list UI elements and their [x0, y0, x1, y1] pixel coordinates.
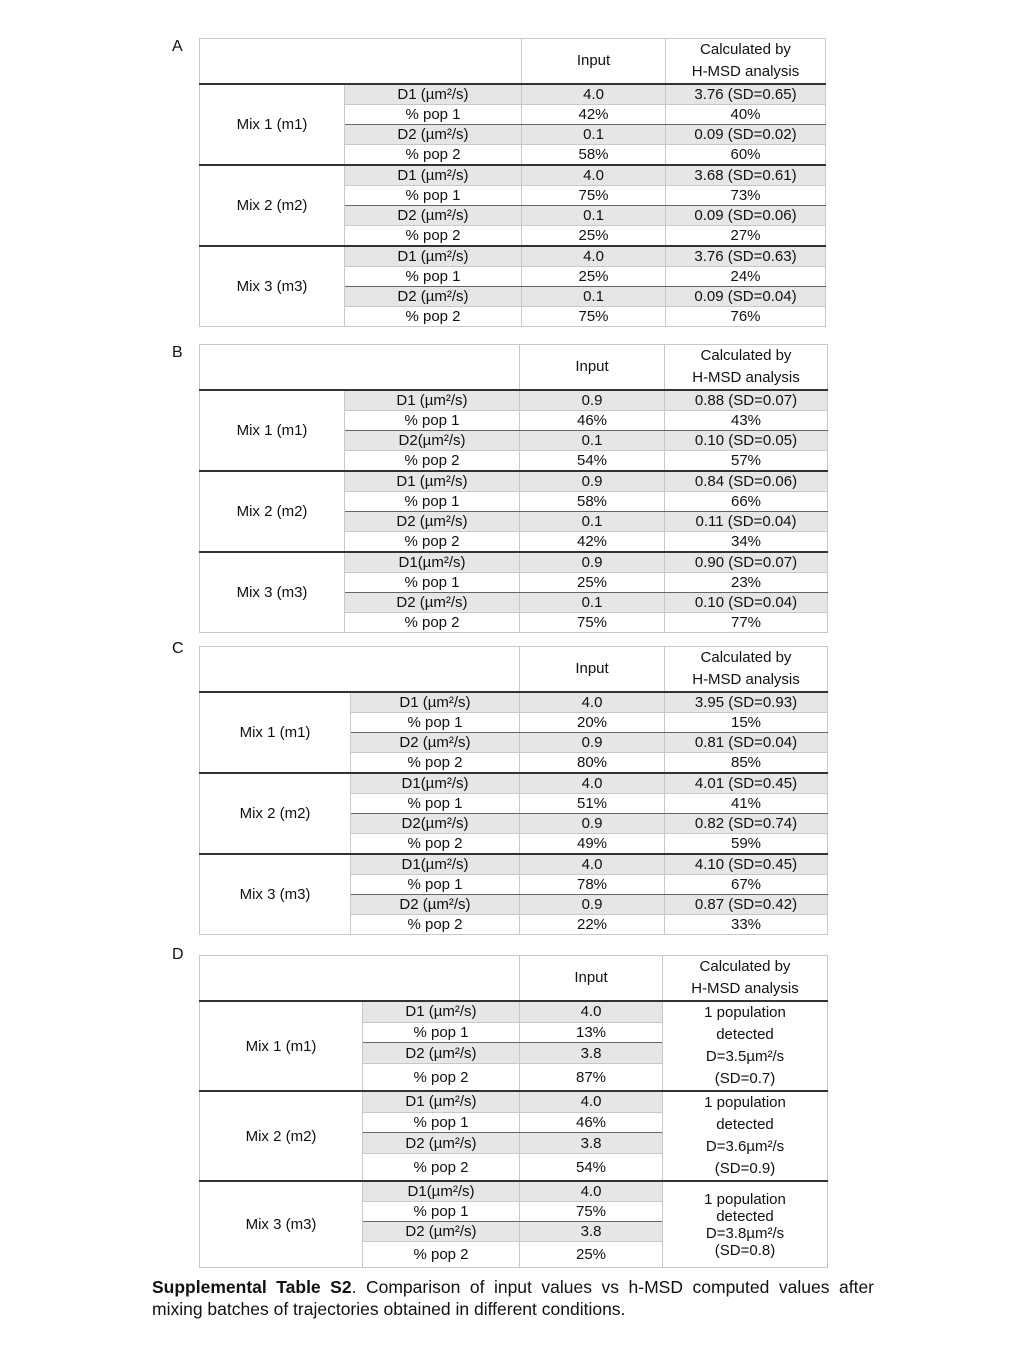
header-blank — [200, 956, 520, 1002]
calculated-value: 3.95 (SD=0.93) — [665, 692, 828, 713]
input-value: 75% — [520, 1202, 663, 1222]
input-value: 3.8 — [520, 1222, 663, 1242]
header-input: Input — [522, 39, 666, 85]
table-row — [200, 246, 826, 267]
header-calculated — [663, 956, 828, 1002]
table-row — [200, 854, 828, 875]
param-cell: D1 (µm²/s) — [345, 165, 522, 186]
param-cell: D2(µm²/s) — [351, 814, 520, 834]
input-value: 0.1 — [520, 593, 665, 613]
calculated-value: 3.68 (SD=0.61) — [666, 165, 826, 186]
input-value: 0.9 — [520, 390, 665, 411]
input-value: 22% — [520, 915, 665, 935]
results-table — [199, 955, 828, 1268]
calculated-value: 3.76 (SD=0.65) — [666, 84, 826, 105]
header-input: Input — [520, 956, 663, 1002]
param-cell: D2 (µm²/s) — [345, 206, 522, 226]
caption-text: . Comparison of input values vs h-MSD computed values after mixing batches of trajectories obtained in different conditions. — [152, 1277, 874, 1319]
param-cell: D1(µm²/s) — [345, 552, 520, 573]
param-cell: D1 (µm²/s) — [345, 246, 522, 267]
table-row — [200, 552, 828, 573]
input-value: 0.1 — [520, 512, 665, 532]
input-value: 75% — [522, 307, 666, 327]
calculated-value: 34% — [665, 532, 828, 553]
input-value: 0.1 — [522, 206, 666, 226]
table-caption — [152, 1276, 874, 1320]
calculated-value: 66% — [665, 492, 828, 512]
param-cell: % pop 1 — [351, 713, 520, 733]
calculated-value: 57% — [665, 451, 828, 472]
input-value: 25% — [522, 267, 666, 287]
param-cell: % pop 2 — [345, 532, 520, 553]
param-cell: D2 (µm²/s) — [345, 287, 522, 307]
param-cell: % pop 1 — [345, 105, 522, 125]
calculated-value: 0.82 (SD=0.74) — [665, 814, 828, 834]
input-value: 4.0 — [520, 854, 665, 875]
param-cell: D1(µm²/s) — [351, 773, 520, 794]
mix-label: Mix 3 (m3) — [200, 246, 345, 327]
input-value: 87% — [520, 1064, 663, 1091]
table-row — [200, 471, 828, 492]
param-cell: % pop 1 — [345, 411, 520, 431]
calculated-value: 0.90 (SD=0.07) — [665, 552, 828, 573]
input-value: 25% — [520, 573, 665, 593]
calculated-value: 41% — [665, 794, 828, 814]
merged-calculated-cell — [663, 1181, 828, 1268]
input-value: 13% — [520, 1022, 663, 1043]
input-value: 0.9 — [520, 895, 665, 915]
param-cell: D1 (µm²/s) — [345, 390, 520, 411]
param-cell: % pop 2 — [345, 613, 520, 633]
input-value: 49% — [520, 834, 665, 855]
param-cell: % pop 2 — [363, 1242, 520, 1268]
param-cell: % pop 2 — [351, 834, 520, 855]
param-cell: D1 (µm²/s) — [363, 1091, 520, 1112]
calculated-line: D=3.6µm²/s — [705, 1138, 785, 1155]
param-cell: D2 (µm²/s) — [351, 733, 520, 753]
mix-label: Mix 2 (m2) — [200, 471, 345, 552]
calculated-value: 77% — [665, 613, 828, 633]
input-value: 4.0 — [522, 165, 666, 186]
calculated-value: 0.09 (SD=0.02) — [666, 125, 826, 145]
input-value: 0.9 — [520, 552, 665, 573]
header-calculated — [665, 345, 828, 391]
input-value: 4.0 — [522, 246, 666, 267]
input-value: 20% — [520, 713, 665, 733]
input-value: 58% — [522, 145, 666, 166]
merged-calculated-cell — [663, 1091, 828, 1181]
param-cell: % pop 2 — [345, 307, 522, 327]
input-value: 42% — [522, 105, 666, 125]
input-value: 4.0 — [520, 1001, 663, 1022]
param-cell: % pop 1 — [351, 794, 520, 814]
calculated-line: 1 population — [704, 1004, 786, 1021]
header-input: Input — [520, 647, 665, 693]
calculated-value: 0.11 (SD=0.04) — [665, 512, 828, 532]
input-value: 0.9 — [520, 471, 665, 492]
calculated-value: 0.84 (SD=0.06) — [665, 471, 828, 492]
header-calculated — [665, 647, 828, 693]
param-cell: % pop 1 — [345, 186, 522, 206]
input-value: 58% — [520, 492, 665, 512]
input-value: 78% — [520, 875, 665, 895]
param-cell: D2(µm²/s) — [345, 431, 520, 451]
mix-label: Mix 2 (m2) — [200, 165, 345, 246]
table-row — [200, 1181, 828, 1202]
calculated-line: detected — [716, 1207, 774, 1225]
header-calculated-line2: H-MSD analysis — [692, 671, 800, 688]
panel-label: C — [172, 640, 184, 657]
param-cell: D1 (µm²/s) — [345, 471, 520, 492]
mix-label: Mix 3 (m3) — [200, 1181, 363, 1268]
param-cell: % pop 1 — [351, 875, 520, 895]
calculated-value: 0.88 (SD=0.07) — [665, 390, 828, 411]
calculated-value: 0.10 (SD=0.04) — [665, 593, 828, 613]
input-value: 42% — [520, 532, 665, 553]
mix-label: Mix 2 (m2) — [200, 1091, 363, 1181]
calculated-value: 0.87 (SD=0.42) — [665, 895, 828, 915]
calculated-line: detected — [716, 1116, 774, 1133]
param-cell: % pop 2 — [345, 451, 520, 472]
input-value: 75% — [522, 186, 666, 206]
header-input: Input — [520, 345, 665, 391]
calculated-value: 76% — [666, 307, 826, 327]
header-blank — [200, 345, 520, 391]
merged-calculated-cell — [663, 1001, 828, 1091]
param-cell: % pop 2 — [363, 1154, 520, 1181]
param-cell: % pop 1 — [363, 1112, 520, 1133]
calculated-line: (SD=0.7) — [714, 1070, 776, 1087]
calculated-value: 4.10 (SD=0.45) — [665, 854, 828, 875]
param-cell: D2 (µm²/s) — [345, 512, 520, 532]
calculated-line: (SD=0.9) — [714, 1160, 776, 1177]
param-cell: D2 (µm²/s) — [363, 1222, 520, 1242]
input-value: 54% — [520, 451, 665, 472]
param-cell: % pop 1 — [345, 573, 520, 593]
calculated-line: detected — [716, 1026, 774, 1043]
mix-label: Mix 2 (m2) — [200, 773, 351, 854]
input-value: 3.8 — [520, 1133, 663, 1154]
table-row — [200, 165, 826, 186]
input-value: 51% — [520, 794, 665, 814]
table-row — [200, 692, 828, 713]
table-row — [200, 1001, 828, 1022]
mix-label: Mix 3 (m3) — [200, 552, 345, 633]
mix-label: Mix 1 (m1) — [200, 692, 351, 773]
input-value: 3.8 — [520, 1043, 663, 1064]
results-table — [199, 344, 828, 633]
param-cell: % pop 2 — [363, 1064, 520, 1091]
param-cell: D2 (µm²/s) — [345, 593, 520, 613]
header-calculated-line2: H-MSD analysis — [692, 369, 800, 386]
panel-label: B — [172, 344, 183, 361]
calculated-value: 85% — [665, 753, 828, 774]
table-row — [200, 773, 828, 794]
caption-title: Supplemental Table S2 — [152, 1277, 352, 1297]
calculated-line: 1 population — [704, 1094, 786, 1111]
param-cell: D1 (µm²/s) — [345, 84, 522, 105]
input-value: 0.9 — [520, 814, 665, 834]
mix-label: Mix 1 (m1) — [200, 390, 345, 471]
header-calculated-line1: Calculated by — [699, 958, 791, 975]
param-cell: D1(µm²/s) — [363, 1181, 520, 1202]
calculated-value: 73% — [666, 186, 826, 206]
param-cell: D1 (µm²/s) — [363, 1001, 520, 1022]
header-calculated-line2: H-MSD analysis — [691, 63, 800, 80]
header-blank — [200, 647, 520, 693]
param-cell: D2 (µm²/s) — [363, 1043, 520, 1064]
results-table — [199, 646, 828, 935]
param-cell: % pop 1 — [345, 492, 520, 512]
param-cell: D2 (µm²/s) — [363, 1133, 520, 1154]
header-calculated — [666, 39, 826, 85]
mix-label: Mix 1 (m1) — [200, 1001, 363, 1091]
param-cell: % pop 1 — [363, 1022, 520, 1043]
calculated-value: 40% — [666, 105, 826, 125]
input-value: 0.1 — [522, 287, 666, 307]
input-value: 4.0 — [520, 773, 665, 794]
input-value: 0.1 — [522, 125, 666, 145]
header-calculated-line1: Calculated by — [700, 649, 792, 666]
calculated-value: 33% — [665, 915, 828, 935]
calculated-line: D=3.5µm²/s — [705, 1048, 785, 1065]
calculated-line: (SD=0.8) — [714, 1241, 776, 1259]
input-value: 4.0 — [522, 84, 666, 105]
calculated-value: 0.09 (SD=0.04) — [666, 287, 826, 307]
calculated-value: 4.01 (SD=0.45) — [665, 773, 828, 794]
input-value: 54% — [520, 1154, 663, 1181]
param-cell: % pop 2 — [345, 226, 522, 247]
input-value: 25% — [522, 226, 666, 247]
input-value: 75% — [520, 613, 665, 633]
param-cell: D1(µm²/s) — [351, 854, 520, 875]
calculated-line: D=3.8µm²/s — [705, 1224, 785, 1242]
header-calculated-line1: Calculated by — [700, 347, 792, 364]
header-calculated-line1: Calculated by — [700, 41, 791, 58]
input-value: 0.9 — [520, 733, 665, 753]
param-cell: % pop 2 — [345, 145, 522, 166]
calculated-value: 0.81 (SD=0.04) — [665, 733, 828, 753]
panel-label: D — [172, 946, 184, 963]
param-cell: D1 (µm²/s) — [351, 692, 520, 713]
input-value: 80% — [520, 753, 665, 774]
param-cell: % pop 2 — [351, 915, 520, 935]
param-cell: % pop 1 — [345, 267, 522, 287]
param-cell: D2 (µm²/s) — [345, 125, 522, 145]
calculated-value: 15% — [665, 713, 828, 733]
input-value: 46% — [520, 411, 665, 431]
input-value: 46% — [520, 1112, 663, 1133]
calculated-value: 59% — [665, 834, 828, 855]
header-blank — [200, 39, 522, 85]
table-row — [200, 84, 826, 105]
calculated-line: 1 population — [704, 1190, 786, 1208]
input-value: 4.0 — [520, 1091, 663, 1112]
panel-label: A — [172, 38, 183, 55]
calculated-value: 3.76 (SD=0.63) — [666, 246, 826, 267]
input-value: 4.0 — [520, 1181, 663, 1202]
mix-label: Mix 3 (m3) — [200, 854, 351, 935]
calculated-value: 27% — [666, 226, 826, 247]
param-cell: D2 (µm²/s) — [351, 895, 520, 915]
param-cell: % pop 1 — [363, 1202, 520, 1222]
results-table — [199, 38, 826, 327]
table-row — [200, 390, 828, 411]
calculated-value: 24% — [666, 267, 826, 287]
input-value: 4.0 — [520, 692, 665, 713]
input-value: 25% — [520, 1242, 663, 1268]
param-cell: % pop 2 — [351, 753, 520, 774]
input-value: 0.1 — [520, 431, 665, 451]
calculated-value: 43% — [665, 411, 828, 431]
calculated-value: 0.09 (SD=0.06) — [666, 206, 826, 226]
calculated-value: 0.10 (SD=0.05) — [665, 431, 828, 451]
calculated-value: 60% — [666, 145, 826, 166]
table-row — [200, 1091, 828, 1112]
calculated-value: 23% — [665, 573, 828, 593]
mix-label: Mix 1 (m1) — [200, 84, 345, 165]
calculated-value: 67% — [665, 875, 828, 895]
header-calculated-line2: H-MSD analysis — [691, 980, 799, 997]
